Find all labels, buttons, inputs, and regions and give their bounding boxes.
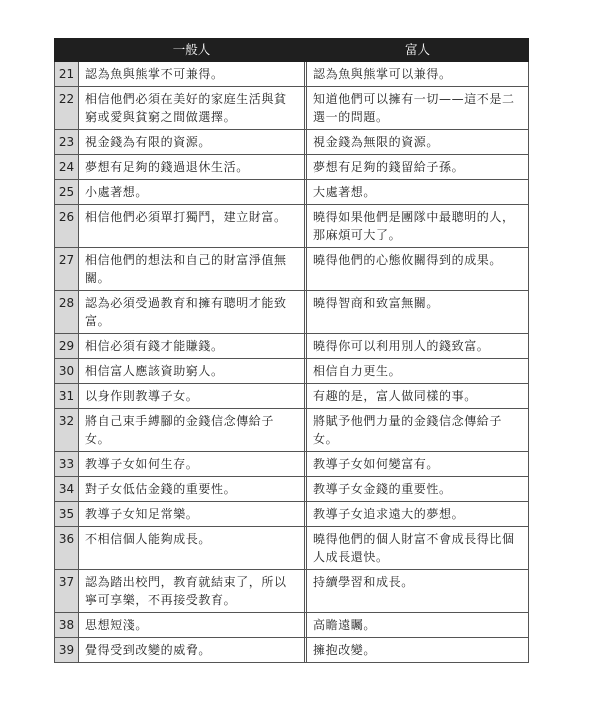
row-number: 36 xyxy=(55,527,79,570)
ordinary-person-cell: 對子女低估金錢的重要性。 xyxy=(79,477,305,502)
rich-person-cell: 相信自力更生。 xyxy=(307,359,529,384)
rich-person-cell: 教導子女金錢的重要性。 xyxy=(307,477,529,502)
table-row xyxy=(55,130,529,155)
ordinary-person-cell: 教導子女如何生存。 xyxy=(79,452,305,477)
ordinary-person-cell: 夢想有足夠的錢過退休生活。 xyxy=(79,155,305,180)
rich-person-cell: 知道他們可以擁有一切——這不是二選一的問題。 xyxy=(307,87,529,130)
rich-person-cell: 曉得智商和致富無關。 xyxy=(307,291,529,334)
row-number: 37 xyxy=(55,570,79,613)
table-row xyxy=(55,334,529,359)
rich-person-cell: 教導子女如何變富有。 xyxy=(307,452,529,477)
table-row xyxy=(55,527,529,570)
table-header xyxy=(55,38,529,62)
ordinary-person-cell: 認為必須受過教育和擁有聰明才能致富。 xyxy=(79,291,305,334)
row-number: 30 xyxy=(55,359,79,384)
rich-person-cell: 持續學習和成長。 xyxy=(307,570,529,613)
ordinary-person-cell: 思想短淺。 xyxy=(79,613,305,638)
table-row xyxy=(55,384,529,409)
table-row xyxy=(55,62,529,87)
ordinary-person-cell: 以身作則教導子女。 xyxy=(79,384,305,409)
row-number: 25 xyxy=(55,180,79,205)
ordinary-person-cell: 覺得受到改變的威脅。 xyxy=(79,638,305,663)
row-number: 22 xyxy=(55,87,79,130)
table-row xyxy=(55,205,529,248)
row-number: 27 xyxy=(55,248,79,291)
rich-person-cell: 將賦予他們力量的金錢信念傳給子女。 xyxy=(307,409,529,452)
row-number: 21 xyxy=(55,62,79,87)
table-row xyxy=(55,502,529,527)
rich-person-cell: 曉得他們的個人財富不會成長得比個人成長還快。 xyxy=(307,527,529,570)
table-row xyxy=(55,155,529,180)
row-number: 28 xyxy=(55,291,79,334)
rich-person-cell: 擁抱改變。 xyxy=(307,638,529,663)
row-number: 31 xyxy=(55,384,79,409)
rich-person-cell: 大處著想。 xyxy=(307,180,529,205)
ordinary-person-cell: 認為魚與熊掌不可兼得。 xyxy=(79,62,305,87)
rich-person-cell: 曉得如果他們是團隊中最聰明的人，那麻煩可大了。 xyxy=(307,205,529,248)
rich-person-cell: 認為魚與熊掌可以兼得。 xyxy=(307,62,529,87)
table-row xyxy=(55,570,529,613)
ordinary-person-cell: 認為踏出校門，教育就結束了，所以寧可享樂，不再接受教育。 xyxy=(79,570,305,613)
row-number: 26 xyxy=(55,205,79,248)
row-number: 33 xyxy=(55,452,79,477)
rich-person-cell: 視金錢為無限的資源。 xyxy=(307,130,529,155)
ordinary-person-cell: 相信必須有錢才能賺錢。 xyxy=(79,334,305,359)
row-number: 23 xyxy=(55,130,79,155)
ordinary-person-cell: 相信他們必須單打獨鬥，建立財富。 xyxy=(79,205,305,248)
header-ordinary-people: 一般人 xyxy=(79,38,305,62)
ordinary-person-cell: 相信他們必須在美好的家庭生活與貧窮或愛與貧窮之間做選擇。 xyxy=(79,87,305,130)
ordinary-person-cell: 相信富人應該資助窮人。 xyxy=(79,359,305,384)
table-body xyxy=(55,62,529,663)
table-row xyxy=(55,409,529,452)
row-number: 29 xyxy=(55,334,79,359)
row-number: 32 xyxy=(55,409,79,452)
table-row xyxy=(55,638,529,663)
header-rich-people: 富人 xyxy=(307,38,529,62)
table-row xyxy=(55,248,529,291)
rich-person-cell: 夢想有足夠的錢留給子孫。 xyxy=(307,155,529,180)
table-row xyxy=(55,359,529,384)
ordinary-person-cell: 小處著想。 xyxy=(79,180,305,205)
row-number: 35 xyxy=(55,502,79,527)
rich-person-cell: 有趣的是，富人做同樣的事。 xyxy=(307,384,529,409)
row-number: 38 xyxy=(55,613,79,638)
comparison-table xyxy=(54,38,529,663)
ordinary-person-cell: 教導子女知足常樂。 xyxy=(79,502,305,527)
ordinary-person-cell: 不相信個人能夠成長。 xyxy=(79,527,305,570)
header-number-cell xyxy=(55,38,79,62)
row-number: 39 xyxy=(55,638,79,663)
header-row xyxy=(55,38,529,62)
rich-person-cell: 教導子女追求遠大的夢想。 xyxy=(307,502,529,527)
ordinary-person-cell: 視金錢為有限的資源。 xyxy=(79,130,305,155)
rich-person-cell: 高瞻遠矚。 xyxy=(307,613,529,638)
table-row xyxy=(55,477,529,502)
table-row xyxy=(55,613,529,638)
ordinary-person-cell: 將自己束手縛腳的金錢信念傳給子女。 xyxy=(79,409,305,452)
table-row xyxy=(55,87,529,130)
rich-person-cell: 曉得你可以利用別人的錢致富。 xyxy=(307,334,529,359)
row-number: 34 xyxy=(55,477,79,502)
table-row xyxy=(55,180,529,205)
comparison-sheet xyxy=(54,38,528,663)
table-row xyxy=(55,452,529,477)
ordinary-person-cell: 相信他們的想法和自己的財富淨值無關。 xyxy=(79,248,305,291)
rich-person-cell: 曉得他們的心態攸關得到的成果。 xyxy=(307,248,529,291)
table-row xyxy=(55,291,529,334)
row-number: 24 xyxy=(55,155,79,180)
